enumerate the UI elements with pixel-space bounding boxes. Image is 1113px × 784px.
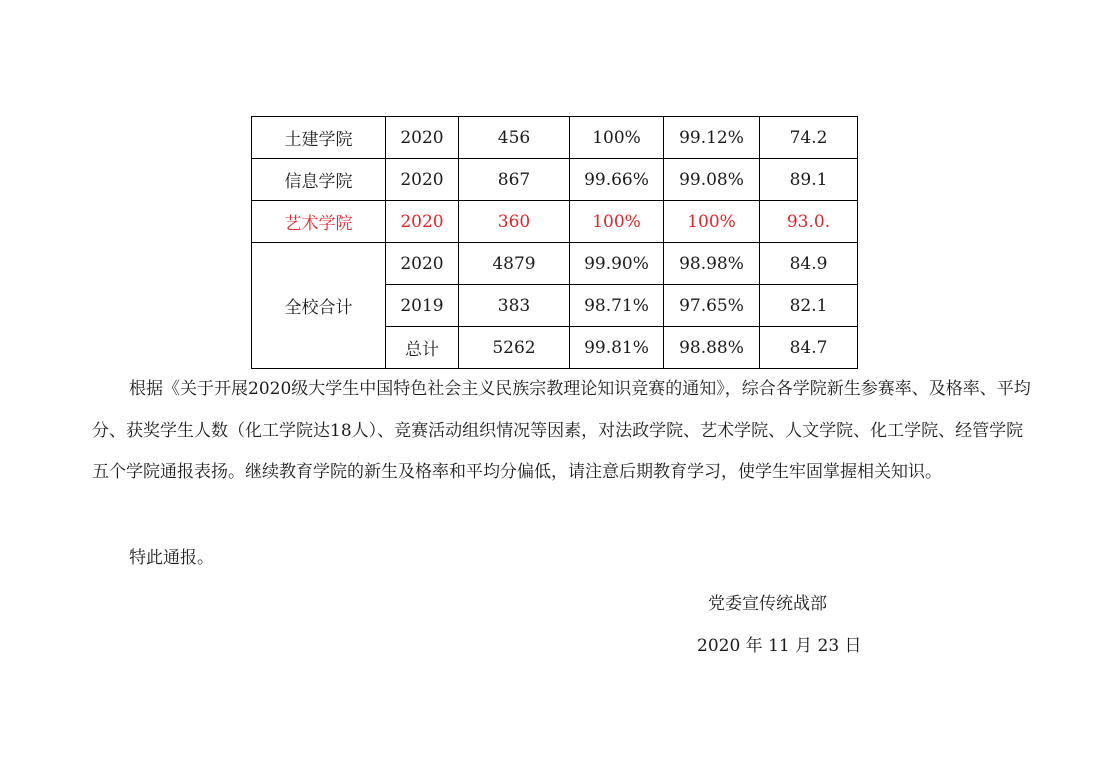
signature-organization: 党委宣传统战部 (708, 594, 827, 614)
table-row (252, 117, 858, 159)
average-cell: 93.0. (760, 201, 858, 243)
pass-rate-cell: 99.08% (664, 159, 760, 201)
average-cell: 89.1 (760, 159, 858, 201)
count-cell: 5262 (459, 327, 570, 369)
participation-cell: 99.90% (570, 243, 664, 285)
total-group-label: 全校合计 (252, 243, 386, 369)
signature-date: 2020 年 11 月 23 日 (697, 636, 862, 656)
pass-rate-cell: 100% (664, 201, 760, 243)
count-cell: 456 (459, 117, 570, 159)
year-cell: 2019 (386, 285, 459, 327)
statistics-table (251, 116, 858, 369)
table-row (252, 243, 858, 285)
participation-cell: 99.81% (570, 327, 664, 369)
average-cell: 82.1 (760, 285, 858, 327)
year-cell: 总计 (386, 327, 459, 369)
table-row-highlighted (252, 201, 858, 243)
participation-cell: 100% (570, 117, 664, 159)
college-cell: 艺术学院 (252, 201, 386, 243)
year-cell: 2020 (386, 159, 459, 201)
average-cell: 84.7 (760, 327, 858, 369)
average-cell: 84.9 (760, 243, 858, 285)
count-cell: 4879 (459, 243, 570, 285)
year-cell: 2020 (386, 243, 459, 285)
college-cell: 信息学院 (252, 159, 386, 201)
pass-rate-cell: 97.65% (664, 285, 760, 327)
participation-cell: 100% (570, 201, 664, 243)
pass-rate-cell: 98.88% (664, 327, 760, 369)
average-cell: 74.2 (760, 117, 858, 159)
closing-line: 特此通报。 (129, 548, 214, 568)
count-cell: 867 (459, 159, 570, 201)
body-paragraph: 根据《关于开展2020级大学生中国特色社会主义民族宗教理论知识竞赛的通知》，综合各学院新生参赛率、及格率、平均分、获奖学生人数（化工学院达18人）、竞赛活动组织情况等因素，对法政学院、艺术学院、人文学院、化工学院、经管学院五个学院通报表扬。继续教育学院的新生及格率和平均分偏低，请注意后期教育学习，使学生牢固掌握相关知识。 (92, 379, 1031, 482)
participation-cell: 99.66% (570, 159, 664, 201)
year-cell: 2020 (386, 117, 459, 159)
participation-cell: 98.71% (570, 285, 664, 327)
pass-rate-cell: 98.98% (664, 243, 760, 285)
year-cell: 2020 (386, 201, 459, 243)
count-cell: 383 (459, 285, 570, 327)
pass-rate-cell: 99.12% (664, 117, 760, 159)
college-cell: 土建学院 (252, 117, 386, 159)
table-row (252, 159, 858, 201)
count-cell: 360 (459, 201, 570, 243)
